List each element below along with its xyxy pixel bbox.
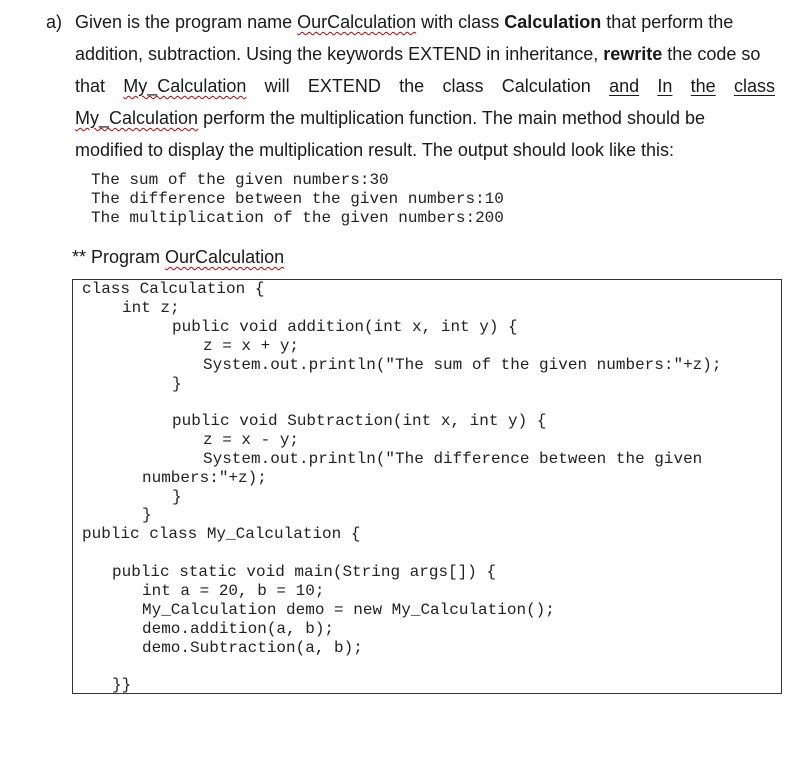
question-line-5: modified to display the multiplication result. The output should look like this: [75, 140, 674, 160]
question-label: a) [46, 12, 63, 32]
code-line: System.out.println("The difference between the given [203, 450, 703, 468]
word-my-calculation: My_Calculation [123, 76, 247, 96]
word: class [442, 76, 484, 96]
code-line: demo.addition(a, b); [142, 620, 335, 638]
word: will [264, 76, 290, 96]
word-underlined: the [690, 76, 716, 96]
program-name: OurCalculation [165, 247, 285, 267]
question-line-1 [75, 12, 775, 33]
text: addition, subtraction. Using the keywords EXTEND in inheritance, [75, 44, 604, 64]
output-line: The multiplication of the given numbers:200 [91, 209, 504, 227]
word-my-calculation: My_Calculation [75, 108, 199, 128]
text: that perform the [601, 12, 734, 32]
program-heading [72, 247, 284, 268]
class-name-bold: Calculation [504, 12, 602, 32]
rewrite-bold: rewrite [603, 44, 663, 64]
code-line: numbers:"+z); [142, 469, 267, 487]
text: with class [416, 12, 505, 32]
code-line: z = x + y; [203, 337, 300, 355]
word: Calculation [501, 76, 591, 96]
code-line: int a = 20, b = 10; [142, 582, 325, 600]
code-line: int z; [122, 299, 180, 317]
word-underlined: class [733, 76, 775, 96]
question-line-4 [75, 108, 775, 129]
question-line-3 [75, 76, 775, 97]
code-line: } [172, 375, 182, 393]
code-line: public static void main(String args[]) { [112, 563, 497, 581]
code-block [72, 279, 782, 694]
text: ** Program [72, 247, 166, 267]
code-line: } [172, 488, 182, 506]
word: EXTEND [307, 76, 381, 96]
code-line: public void Subtraction(int x, int y) { [172, 412, 547, 430]
code-line: My_Calculation demo = new My_Calculation(); [142, 601, 555, 619]
code-line: z = x - y; [203, 431, 300, 449]
question-line-2 [75, 44, 760, 65]
code-line: class Calculation { [82, 280, 265, 298]
code-line: }} [112, 676, 132, 694]
word: that [75, 76, 106, 96]
output-line: The difference between the given numbers:10 [91, 190, 504, 208]
word-underlined: and [609, 76, 640, 96]
text: Given is the program name [75, 12, 298, 32]
code-line: public void addition(int x, int y) { [172, 318, 518, 336]
output-line: The sum of the given numbers:30 [91, 171, 389, 189]
word-underlined: In [657, 76, 673, 96]
word: the [399, 76, 425, 96]
text: the code so [662, 44, 761, 64]
code-line: demo.Subtraction(a, b); [142, 639, 363, 657]
code-line: } [142, 506, 152, 524]
program-name: OurCalculation [297, 12, 417, 32]
text: perform the multiplication function. The main method should be [198, 108, 706, 128]
code-line: public class My_Calculation { [82, 525, 361, 543]
code-line: System.out.println("The sum of the given numbers:"+z); [203, 356, 722, 374]
